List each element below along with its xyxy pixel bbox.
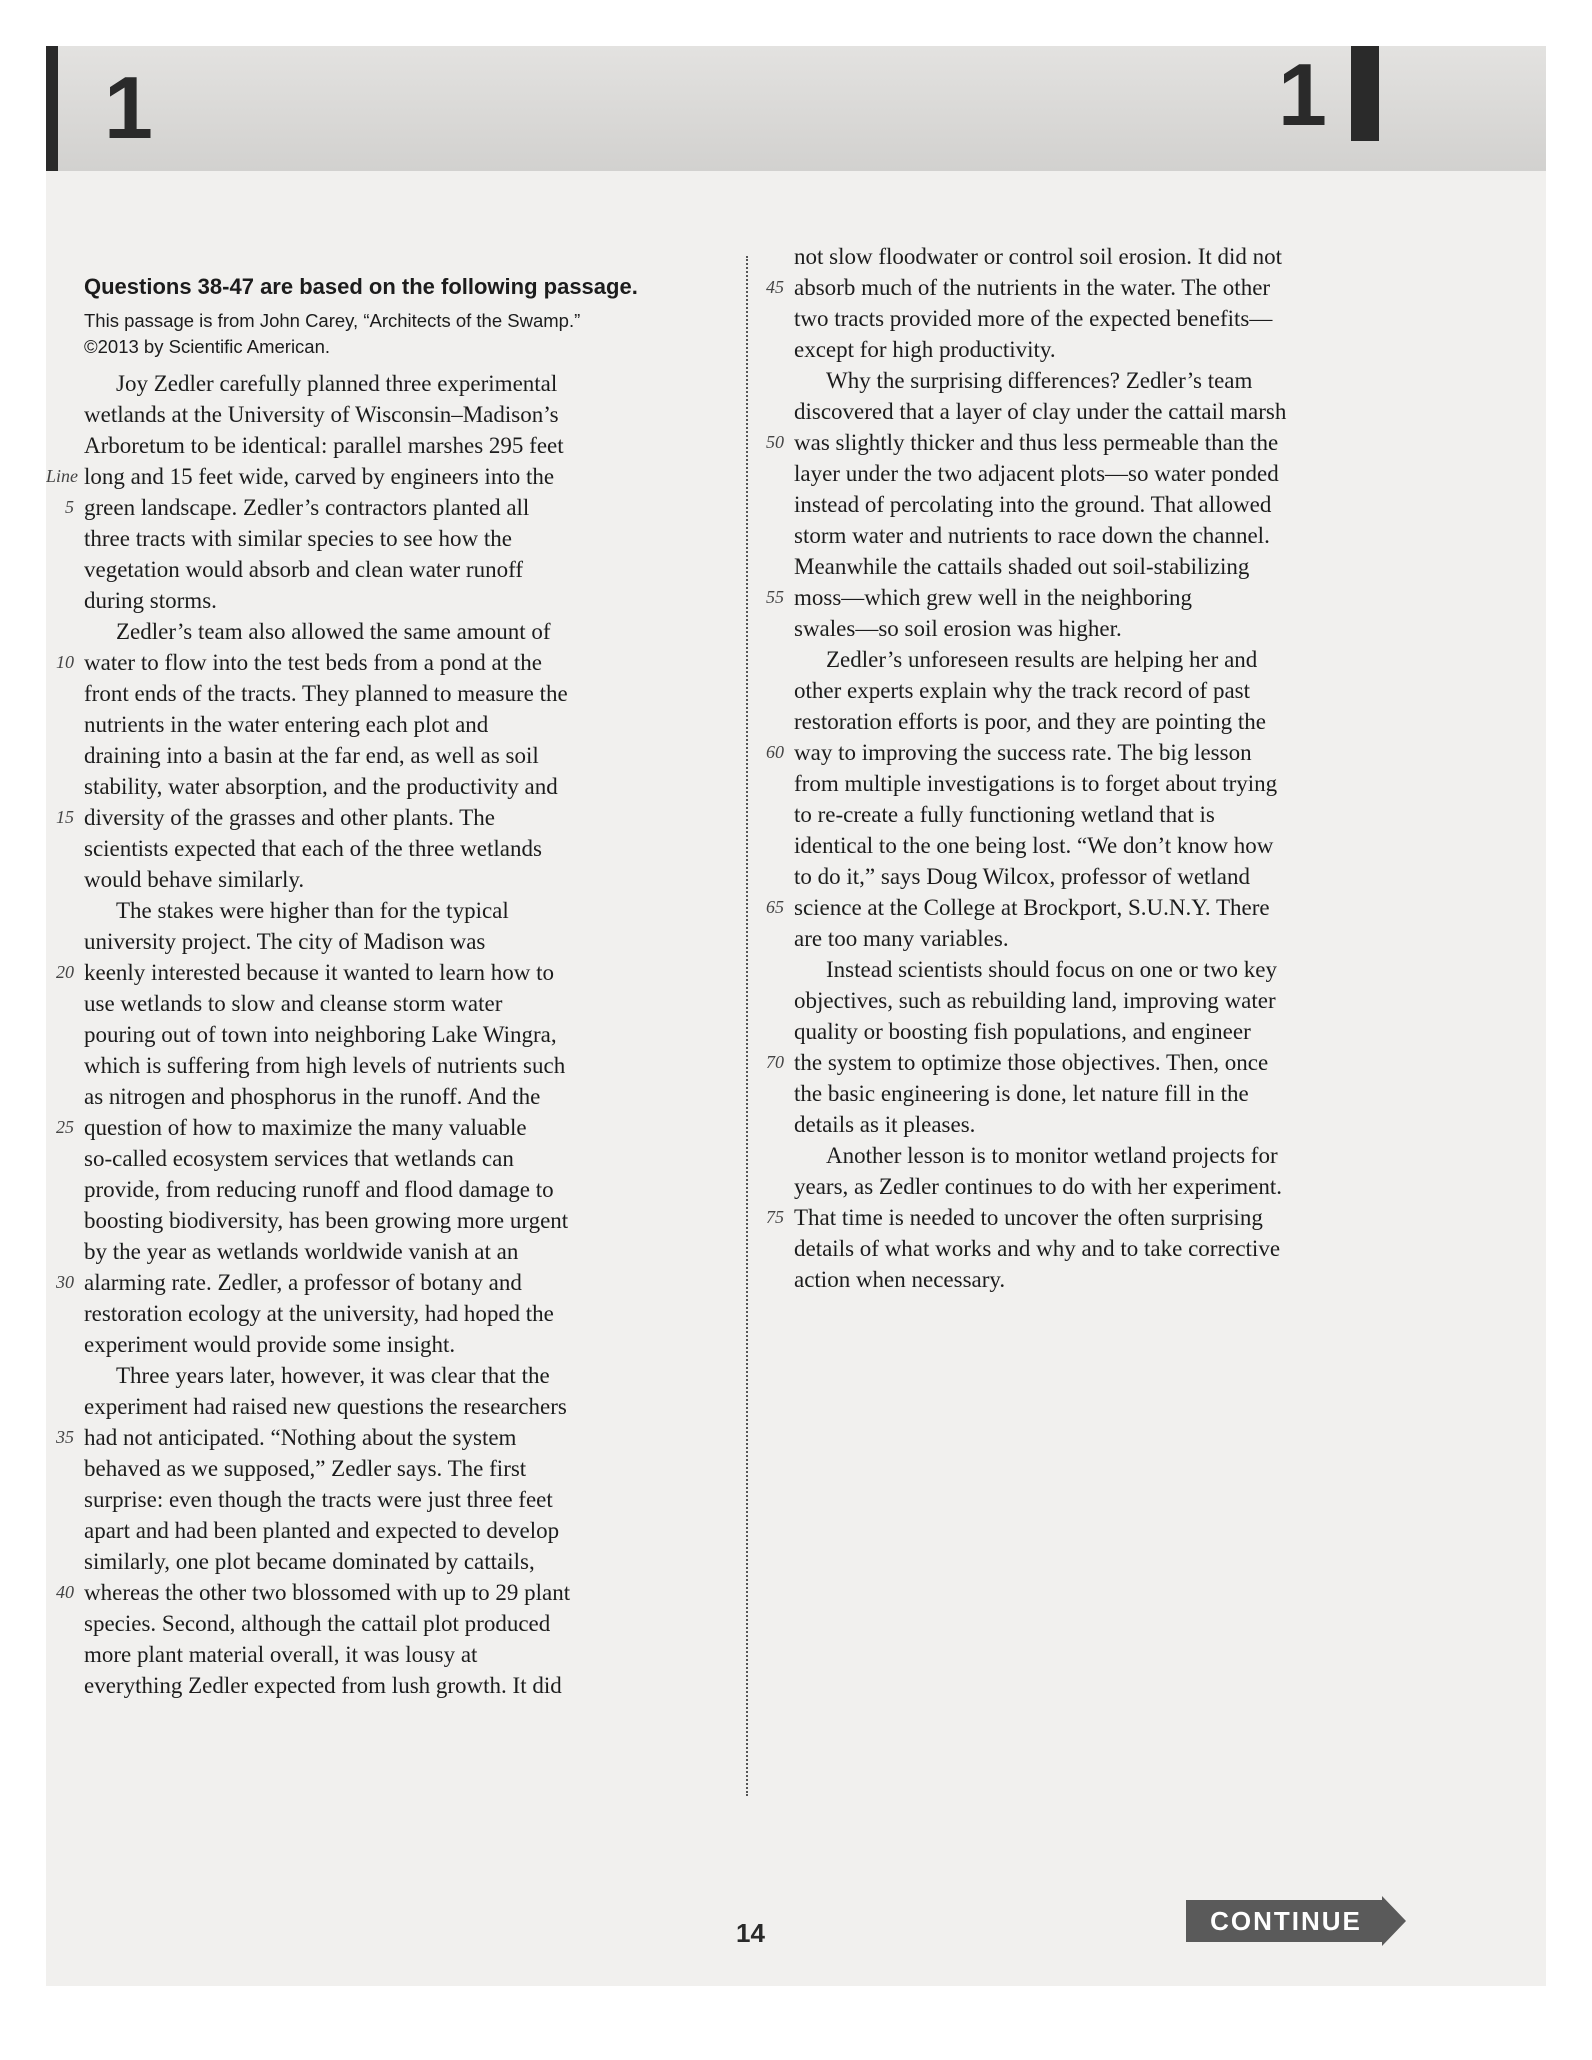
passage-line <box>56 647 724 678</box>
passage-line <box>84 554 724 585</box>
line-text: as nitrogen and phosphorus in the runoff. And the <box>84 1084 541 1109</box>
line-text: draining into a basin at the far end, as well as soil <box>84 743 539 768</box>
line-text: objectives, such as rebuilding land, improving water <box>794 988 1276 1013</box>
passage-line <box>84 523 724 554</box>
passage-line <box>84 1174 724 1205</box>
line-number: 10 <box>56 652 74 672</box>
continue-button[interactable] <box>1186 1896 1406 1946</box>
passage-line <box>84 616 724 647</box>
line-text: pouring out of town into neighboring Lake Wingra, <box>84 1022 557 1047</box>
passage-line <box>794 675 1454 706</box>
line-text: the system to optimize those objectives. Then, once <box>794 1050 1269 1075</box>
passage-line <box>84 1670 724 1701</box>
question-heading: Questions 38-47 are based on the following passage. <box>84 274 638 299</box>
passage-line <box>56 802 724 833</box>
source-citation: This passage is from John Carey, “Architects of the Swamp.” <box>84 310 581 331</box>
passage-line <box>84 1081 724 1112</box>
line-text: question of how to maximize the many valuable <box>84 1115 527 1140</box>
line-text: so-called ecosystem services that wetlands can <box>84 1146 514 1171</box>
passage-right-column <box>766 241 1454 1295</box>
test-page <box>46 46 1546 1986</box>
line-text: surprise: even though the tracts were just three feet <box>84 1487 553 1512</box>
line-number: 5 <box>65 497 74 517</box>
passage-line <box>84 833 724 864</box>
passage-line <box>84 399 724 430</box>
passage-line <box>794 861 1454 892</box>
passage-line <box>84 1546 724 1577</box>
passage-line <box>794 768 1454 799</box>
passage-line <box>794 365 1454 396</box>
line-text: layer under the two adjacent plots—so water ponded <box>794 461 1279 486</box>
line-text: Why the surprising differences? Zedler’s team <box>826 368 1253 393</box>
line-text: use wetlands to slow and cleanse storm water <box>84 991 503 1016</box>
passage-line <box>84 709 724 740</box>
section-marker-left <box>46 46 58 171</box>
passage-line <box>56 957 724 988</box>
line-text: restoration ecology at the university, had hoped the <box>84 1301 554 1326</box>
passage-line <box>794 644 1454 675</box>
passage-line <box>794 954 1454 985</box>
passage-text-right <box>766 241 1454 1295</box>
line-text: Instead scientists should focus on one or two key <box>826 957 1277 982</box>
passage-line <box>794 1171 1454 1202</box>
line-text: by the year as wetlands worldwide vanish at an <box>84 1239 519 1264</box>
line-number: Line <box>46 466 78 486</box>
line-text: species. Second, although the cattail plot produced <box>84 1611 551 1636</box>
line-text: not slow floodwater or control soil erosion. It did not <box>794 244 1283 269</box>
line-number: 65 <box>766 897 784 917</box>
passage-line <box>84 895 724 926</box>
line-number: 55 <box>766 587 784 607</box>
passage-line <box>84 1453 724 1484</box>
line-text: was slightly thicker and thus less permeable than the <box>794 430 1279 455</box>
passage-line <box>84 1236 724 1267</box>
line-text: science at the College at Brockport, S.U.N.Y. There <box>794 895 1270 920</box>
passage-line <box>46 461 724 492</box>
line-text: to do it,” says Doug Wilcox, professor of wetland <box>794 864 1251 889</box>
passage-line <box>84 1019 724 1050</box>
passage-line <box>794 799 1454 830</box>
line-text: are too many variables. <box>794 926 1009 951</box>
line-number: 50 <box>766 432 784 452</box>
passage-line <box>766 892 1454 923</box>
passage-line <box>84 1143 724 1174</box>
passage-line <box>794 396 1454 427</box>
passage-line <box>794 334 1454 365</box>
passage-line <box>794 520 1454 551</box>
page-number: 14 <box>736 1918 765 1948</box>
line-text: vegetation would absorb and clean water runoff <box>84 557 523 582</box>
line-text: Another lesson is to monitor wetland projects for <box>826 1143 1278 1168</box>
passage-text-left <box>46 368 724 1701</box>
line-text: identical to the one being lost. “We don’t know how <box>794 833 1274 858</box>
section-marker-right <box>1351 46 1379 141</box>
line-text: provide, from reducing runoff and flood damage to <box>84 1177 554 1202</box>
line-text: experiment would provide some insight. <box>84 1332 456 1357</box>
line-text: keenly interested because it wanted to learn how to <box>84 960 555 985</box>
line-number: 15 <box>56 807 74 827</box>
line-text: boosting biodiversity, has been growing more urgent <box>84 1208 569 1233</box>
passage-line <box>794 489 1454 520</box>
section-number-right: 1 <box>1278 46 1327 144</box>
passage-line <box>56 1577 724 1608</box>
line-text: restoration efforts is poor, and they are pointing the <box>794 709 1266 734</box>
passage-line <box>84 1639 724 1670</box>
line-text: similarly, one plot became dominated by cattails, <box>84 1549 535 1574</box>
passage-line <box>84 1050 724 1081</box>
line-text: moss—which grew well in the neighboring <box>794 585 1192 610</box>
passage-line <box>84 1484 724 1515</box>
passage-line <box>65 492 724 523</box>
passage-line <box>56 1422 724 1453</box>
passage-line <box>794 1264 1454 1295</box>
line-number: 75 <box>766 1207 784 1227</box>
passage-line <box>794 1140 1454 1171</box>
passage-line <box>84 1608 724 1639</box>
passage-line <box>766 737 1454 768</box>
passage-line <box>84 1360 724 1391</box>
line-text: absorb much of the nutrients in the water. The other <box>794 275 1271 300</box>
passage-line <box>56 1112 724 1143</box>
line-text: which is suffering from high levels of nutrients such <box>84 1053 566 1078</box>
passage-line <box>794 303 1454 334</box>
line-text: two tracts provided more of the expected benefits— <box>794 306 1273 331</box>
line-text: from multiple investigations is to forget about trying <box>794 771 1278 796</box>
passage-line <box>766 1047 1454 1078</box>
line-text: Joy Zedler carefully planned three experimental <box>116 371 558 396</box>
passage-line <box>84 1391 724 1422</box>
line-text: nutrients in the water entering each plot and <box>84 712 489 737</box>
line-text: three tracts with similar species to see how the <box>84 526 512 551</box>
passage-line <box>766 582 1454 613</box>
line-text: details of what works and why and to take corrective <box>794 1236 1281 1261</box>
passage-line <box>794 1233 1454 1264</box>
continue-label: CONTINUE <box>1210 1906 1362 1936</box>
passage-line <box>84 988 724 1019</box>
passage-line <box>766 1202 1454 1233</box>
line-text: wetlands at the University of Wisconsin–Madison’s <box>84 402 559 427</box>
passage-line <box>794 1016 1454 1047</box>
line-text: way to improving the success rate. The big lesson <box>794 740 1252 765</box>
line-number: 35 <box>56 1427 74 1447</box>
line-text: Arboretum to be identical: parallel marshes 295 feet <box>84 433 564 458</box>
passage-line <box>56 1267 724 1298</box>
line-text: years, as Zedler continues to do with her experiment. <box>794 1174 1282 1199</box>
line-text: behaved as we supposed,” Zedler says. The first <box>84 1456 527 1481</box>
line-text: would behave similarly. <box>84 867 305 892</box>
line-text: That time is needed to uncover the often surprising <box>794 1205 1263 1230</box>
passage-line <box>794 458 1454 489</box>
column-divider <box>746 256 748 1796</box>
line-text: instead of percolating into the ground. That allowed <box>794 492 1272 517</box>
line-number: 45 <box>766 277 784 297</box>
line-text: scientists expected that each of the three wetlands <box>84 836 542 861</box>
line-text: alarming rate. Zedler, a professor of botany and <box>84 1270 522 1295</box>
line-text: Three years later, however, it was clear that the <box>116 1363 550 1388</box>
line-number: 70 <box>766 1052 784 1072</box>
passage-source <box>84 308 724 360</box>
line-text: more plant material overall, it was lousy at <box>84 1642 478 1667</box>
passage-line <box>84 430 724 461</box>
passage-line <box>84 864 724 895</box>
section-number-left: 1 <box>104 58 153 157</box>
line-text: during storms. <box>84 588 217 613</box>
line-text: everything Zedler expected from lush growth. It did <box>84 1673 562 1698</box>
line-text: the basic engineering is done, let nature fill in the <box>794 1081 1249 1106</box>
line-text: Zedler’s team also allowed the same amount of <box>116 619 551 644</box>
line-number: 25 <box>56 1117 74 1137</box>
line-text: green landscape. Zedler’s contractors planted all <box>84 495 530 520</box>
passage-left-column <box>46 271 724 1701</box>
passage-line <box>84 740 724 771</box>
line-text: stability, water absorption, and the productivity and <box>84 774 558 799</box>
line-text: Meanwhile the cattails shaded out soil-stabilizing <box>794 554 1250 579</box>
line-text: water to flow into the test beds from a pond at the <box>84 650 542 675</box>
passage-line <box>794 985 1454 1016</box>
line-text: had not anticipated. “Nothing about the system <box>84 1425 517 1450</box>
passage-line <box>84 585 724 616</box>
line-text: university project. The city of Madison was <box>84 929 486 954</box>
line-text: action when necessary. <box>794 1267 1006 1292</box>
line-text: other experts explain why the track record of past <box>794 678 1250 703</box>
line-text: long and 15 feet wide, carved by engineers into the <box>84 464 555 489</box>
passage-line <box>794 706 1454 737</box>
line-text: discovered that a layer of clay under the cattail marsh <box>794 399 1287 424</box>
line-text: apart and had been planted and expected to develop <box>84 1518 560 1543</box>
line-text: to re-create a fully functioning wetland that is <box>794 802 1215 827</box>
passage-line <box>84 678 724 709</box>
passage-line <box>84 926 724 957</box>
line-text: front ends of the tracts. They planned to measure the <box>84 681 568 706</box>
line-number: 20 <box>56 962 74 982</box>
source-copyright: ©2013 by Scientific American. <box>84 336 331 357</box>
line-text: quality or boosting fish populations, and engineer <box>794 1019 1251 1044</box>
line-text: experiment had raised new questions the researchers <box>84 1394 567 1419</box>
line-number: 60 <box>766 742 784 762</box>
line-text: Zedler’s unforeseen results are helping her and <box>826 647 1258 672</box>
line-text: details as it pleases. <box>794 1112 976 1137</box>
line-text: diversity of the grasses and other plants. The <box>84 805 495 830</box>
passage-line <box>84 1205 724 1236</box>
line-text: storm water and nutrients to race down the channel. <box>794 523 1270 548</box>
passage-line <box>794 923 1454 954</box>
line-text: except for high productivity. <box>794 337 1056 362</box>
passage-line <box>766 272 1454 303</box>
passage-line <box>794 830 1454 861</box>
line-text: swales—so soil erosion was higher. <box>794 616 1122 641</box>
passage-line <box>794 1078 1454 1109</box>
passage-line <box>84 771 724 802</box>
line-text: whereas the other two blossomed with up to 29 plant <box>84 1580 571 1605</box>
passage-line <box>794 613 1454 644</box>
passage-line <box>794 551 1454 582</box>
passage-line <box>84 1298 724 1329</box>
line-text: The stakes were higher than for the typical <box>116 898 509 923</box>
line-number: 40 <box>56 1582 74 1602</box>
passage-line <box>84 368 724 399</box>
passage-line <box>794 241 1454 272</box>
passage-line <box>766 427 1454 458</box>
passage-line <box>84 1515 724 1546</box>
line-number: 30 <box>56 1272 74 1292</box>
passage-line <box>84 1329 724 1360</box>
passage-line <box>794 1109 1454 1140</box>
